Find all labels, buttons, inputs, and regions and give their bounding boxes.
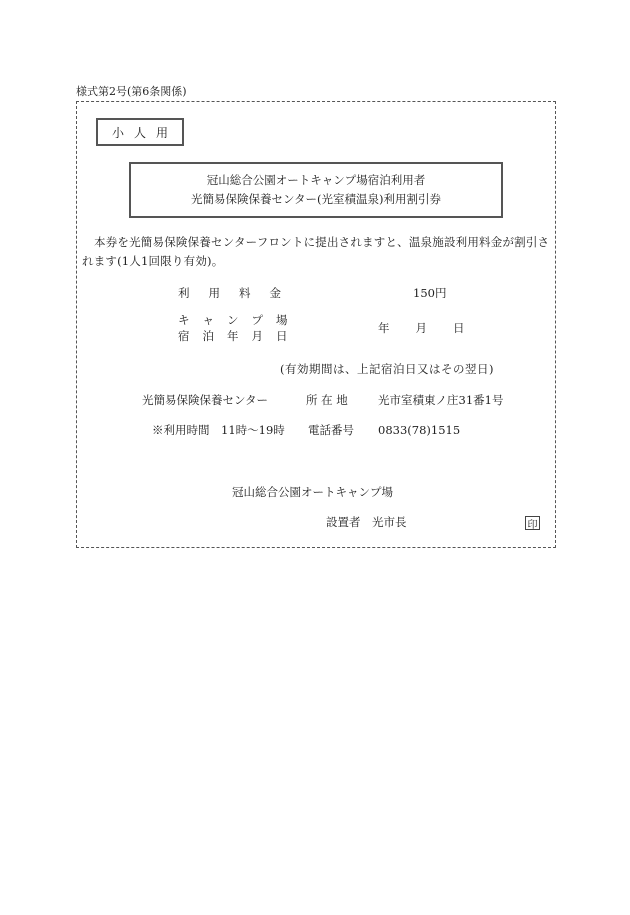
form-number-label: 様式第2号(第6条関係): [76, 85, 187, 98]
ticket-title-line1: 冠山総合公園オートキャンプ場宿泊利用者: [206, 172, 426, 187]
phone-label: 電話番号: [308, 423, 354, 437]
stay-date: 年月日: [378, 321, 491, 335]
seal-mark: 印: [525, 516, 540, 530]
stay-label-line1: キャンプ場: [178, 313, 301, 327]
ticket-type-box: [96, 118, 184, 146]
fee-label: 利用料金: [178, 286, 300, 300]
phone-number: 0833(78)1515: [378, 423, 461, 437]
center-address: 光市室積東ノ庄31番1号: [378, 393, 504, 407]
validity-note: (有効期間は、上記宿泊日又はその翌日): [280, 362, 494, 376]
campsite-name: 冠山総合公園オートキャンプ場: [232, 485, 393, 499]
center-name: 光簡易保険保養センター: [142, 393, 269, 407]
ticket-title-box: [129, 162, 503, 218]
fee-value: 150円: [413, 286, 447, 300]
address-label: 所 在 地: [306, 393, 348, 407]
stay-label-line2: 宿泊年月日: [178, 329, 301, 343]
ticket-type-label: 小人用: [111, 125, 178, 140]
installer-label: 設置者 光市長: [326, 515, 407, 529]
ticket-description: 本券を光簡易保険保養センターフロントに提出されますと、温泉施設利用料金が割引されます(1人1回限り有効)。: [82, 235, 550, 268]
opening-hours: ※利用時間 11時〜19時: [152, 423, 285, 437]
ticket-title-line2: 光簡易保険保養センター(光室積温泉)利用割引券: [190, 192, 441, 206]
